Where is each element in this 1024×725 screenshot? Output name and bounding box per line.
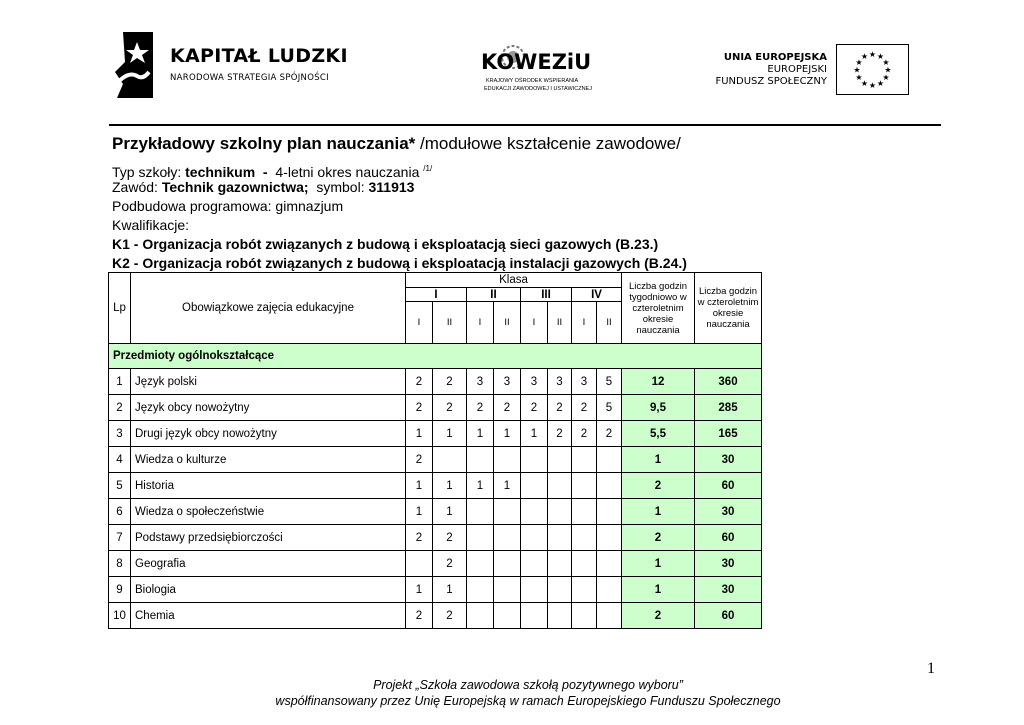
row-semester-hours	[494, 577, 521, 603]
row-lp: 9	[109, 577, 131, 603]
row-semester-hours	[548, 551, 572, 577]
school-type-duration: 4-letni okres nauczania	[275, 164, 424, 180]
header-lp: Lp	[109, 273, 131, 344]
row-semester-hours	[597, 603, 622, 629]
row-semester-hours	[597, 551, 622, 577]
row-semester-hours	[597, 499, 622, 525]
row-semester-hours: 2	[467, 395, 494, 421]
row-semester-hours	[597, 577, 622, 603]
row-lp: 7	[109, 525, 131, 551]
svg-text:★: ★	[860, 52, 869, 61]
ue-label-3: FUNDUSZ SPOŁECZNY	[715, 76, 827, 87]
school-type-label: Typ szkoły:	[112, 164, 186, 180]
header-semester: I	[467, 302, 494, 344]
row-weekly-hours: 9,5	[622, 395, 695, 421]
row-semester-hours: 3	[494, 369, 521, 395]
row-weekly-hours: 1	[622, 577, 695, 603]
kapital-ludzki-logo	[113, 32, 333, 102]
row-total-hours: 30	[695, 577, 762, 603]
row-semester-hours: 2	[433, 551, 467, 577]
row-semester-hours	[467, 577, 494, 603]
row-semester-hours	[572, 577, 597, 603]
row-semester-hours	[572, 603, 597, 629]
table-row	[109, 551, 762, 577]
row-semester-hours: 2	[521, 395, 548, 421]
qualification-k1: K1 - Organizacja robót związanych z budową i eksploatacją sieci gazowych (B.23.)	[112, 236, 659, 252]
page-number: 1	[927, 660, 935, 677]
header-semester: II	[433, 302, 467, 344]
row-semester-hours	[521, 499, 548, 525]
row-semester-hours: 3	[572, 369, 597, 395]
row-semester-hours: 3	[521, 369, 548, 395]
row-semester-hours	[597, 473, 622, 499]
header-weekly-hours: Liczba godzin tygodniowo w czteroletnim okresie nauczania	[622, 273, 695, 344]
row-lp: 1	[109, 369, 131, 395]
podbudowa-line: Podbudowa programowa: gimnazjum	[112, 198, 344, 214]
eu-flag-icon	[836, 44, 909, 95]
header-semester: I	[572, 302, 597, 344]
row-semester-hours	[494, 447, 521, 473]
row-semester-hours	[548, 447, 572, 473]
title-rest: /modułowe kształcenie zawodowe/	[415, 134, 681, 153]
curriculum-table	[108, 272, 762, 629]
row-weekly-hours: 2	[622, 525, 695, 551]
row-semester-hours: 1	[406, 421, 433, 447]
row-semester-hours	[467, 525, 494, 551]
row-lp: 5	[109, 473, 131, 499]
row-subject: Historia	[131, 473, 406, 499]
svg-text:★: ★	[855, 58, 863, 67]
row-total-hours: 165	[695, 421, 762, 447]
header-semester: II	[548, 302, 572, 344]
section-general-subjects: Przedmioty ogólnokształcące	[109, 344, 762, 369]
row-semester-hours: 1	[467, 473, 494, 499]
row-semester-hours: 5	[597, 395, 622, 421]
row-semester-hours	[548, 499, 572, 525]
row-total-hours: 30	[695, 447, 762, 473]
row-semester-hours	[494, 551, 521, 577]
row-semester-hours	[572, 447, 597, 473]
table-body	[109, 369, 762, 629]
svg-text:★: ★	[855, 73, 863, 82]
table-row	[109, 369, 762, 395]
row-semester-hours: 2	[494, 395, 521, 421]
kwalifikacje-label: Kwalifikacje:	[112, 217, 190, 233]
table-row	[109, 577, 762, 603]
row-lp: 6	[109, 499, 131, 525]
row-semester-hours: 1	[433, 473, 467, 499]
title-bold: Przykładowy szkolny plan nauczania*	[112, 134, 416, 153]
row-semester-hours: 2	[572, 395, 597, 421]
svg-text:★: ★	[882, 73, 890, 82]
row-semester-hours	[597, 447, 622, 473]
kapital-ludzki-subtitle: NARODOWA STRATEGIA SPÓJNOŚCI	[170, 73, 329, 83]
row-semester-hours	[521, 447, 548, 473]
row-semester-hours: 1	[494, 473, 521, 499]
row-semester-hours	[572, 525, 597, 551]
row-semester-hours	[572, 499, 597, 525]
svg-text:★: ★	[882, 58, 890, 67]
table-row	[109, 603, 762, 629]
row-semester-hours: 1	[521, 421, 548, 447]
row-semester-hours	[548, 577, 572, 603]
header-rule	[109, 124, 941, 126]
row-semester-hours: 1	[406, 577, 433, 603]
row-total-hours: 60	[695, 473, 762, 499]
row-semester-hours: 2	[406, 447, 433, 473]
row-total-hours: 360	[695, 369, 762, 395]
row-weekly-hours: 2	[622, 473, 695, 499]
row-semester-hours	[467, 603, 494, 629]
row-subject: Geografia	[131, 551, 406, 577]
row-weekly-hours: 5,5	[622, 421, 695, 447]
row-semester-hours	[572, 473, 597, 499]
row-subject: Język polski	[131, 369, 406, 395]
row-semester-hours: 1	[467, 421, 494, 447]
row-weekly-hours: 12	[622, 369, 695, 395]
row-semester-hours	[467, 551, 494, 577]
row-semester-hours	[494, 603, 521, 629]
row-semester-hours	[521, 525, 548, 551]
row-weekly-hours: 1	[622, 447, 695, 473]
row-semester-hours	[467, 447, 494, 473]
header-semester: II	[494, 302, 521, 344]
row-subject: Wiedza o społeczeństwie	[131, 499, 406, 525]
row-semester-hours	[548, 525, 572, 551]
table-row	[109, 421, 762, 447]
row-weekly-hours: 1	[622, 551, 695, 577]
footnote-ref: /1/	[423, 164, 433, 173]
row-semester-hours: 2	[548, 395, 572, 421]
row-semester-hours: 2	[406, 525, 433, 551]
header-class-3: III	[521, 288, 572, 302]
row-semester-hours: 2	[406, 369, 433, 395]
document-title	[112, 134, 681, 154]
ue-label-1: UNIA EUROPEJSKA	[723, 52, 827, 63]
row-subject: Drugi język obcy nowożytny	[131, 421, 406, 447]
svg-text:★: ★	[860, 79, 869, 88]
kowezu-subtitle-2: EDUKACJI ZAWODOWEJ I USTAWICZNEJ	[484, 86, 592, 92]
header-semester: II	[597, 302, 622, 344]
header-semester: I	[521, 302, 548, 344]
row-semester-hours	[521, 603, 548, 629]
row-semester-hours: 1	[406, 473, 433, 499]
table-row	[109, 499, 762, 525]
row-subject: Wiedza o kulturze	[131, 447, 406, 473]
row-semester-hours	[521, 577, 548, 603]
row-weekly-hours: 2	[622, 603, 695, 629]
row-semester-hours: 2	[433, 395, 467, 421]
row-semester-hours: 1	[433, 577, 467, 603]
table-row	[109, 473, 762, 499]
row-semester-hours: 2	[548, 421, 572, 447]
row-semester-hours: 3	[467, 369, 494, 395]
header-total-hours: Liczba godzin w czteroletnim okresie nauczania	[695, 273, 762, 344]
school-type-value: technikum	[185, 164, 256, 180]
row-subject: Chemia	[131, 603, 406, 629]
row-semester-hours: 2	[406, 603, 433, 629]
svg-text:★: ★	[876, 52, 885, 61]
row-semester-hours	[494, 525, 521, 551]
header-klasa: Klasa	[406, 273, 622, 288]
row-semester-hours	[572, 551, 597, 577]
row-total-hours: 60	[695, 525, 762, 551]
kapital-ludzki-title: KAPITAŁ LUDZKI	[170, 45, 348, 67]
svg-text:★: ★	[884, 65, 892, 75]
row-subject: Biologia	[131, 577, 406, 603]
header-subject: Obowiązkowe zajęcia edukacyjne	[131, 273, 406, 344]
profession-line	[112, 179, 414, 196]
header-semester: I	[406, 302, 433, 344]
school-type-sep: -	[255, 164, 276, 180]
symbol-value: 311913	[368, 179, 415, 195]
footer-project-line: Projekt „Szkoła zawodowa szkołą pozytywnego wyboru”	[373, 678, 683, 692]
row-semester-hours	[521, 473, 548, 499]
row-semester-hours	[433, 447, 467, 473]
kowezu-subtitle-1: KRAJOWY OŚRODEK WSPIERANIA	[486, 78, 579, 84]
row-semester-hours	[467, 499, 494, 525]
profession-label: Zawód:	[112, 179, 162, 195]
row-semester-hours: 2	[433, 603, 467, 629]
row-total-hours: 60	[695, 603, 762, 629]
row-total-hours: 30	[695, 499, 762, 525]
header-class-4: IV	[572, 288, 622, 302]
row-total-hours: 30	[695, 551, 762, 577]
row-semester-hours: 1	[406, 499, 433, 525]
row-semester-hours	[548, 473, 572, 499]
row-semester-hours: 2	[433, 369, 467, 395]
kowezu-name: KOWEZiU	[481, 50, 592, 74]
footer-funding-line: współfinansowany przez Unię Europejską w ramach Europejskiego Funduszu Społecznego	[275, 694, 781, 708]
row-semester-hours	[548, 603, 572, 629]
row-semester-hours: 1	[494, 421, 521, 447]
svg-text:★: ★	[853, 65, 861, 75]
table-row	[109, 447, 762, 473]
header-class-2: II	[467, 288, 521, 302]
row-lp: 10	[109, 603, 131, 629]
svg-text:★: ★	[876, 79, 885, 88]
row-semester-hours	[597, 525, 622, 551]
row-semester-hours: 2	[406, 395, 433, 421]
row-subject: Język obcy nowożytny	[131, 395, 406, 421]
table-row	[109, 525, 762, 551]
row-semester-hours: 2	[597, 421, 622, 447]
row-semester-hours: 5	[597, 369, 622, 395]
row-lp: 8	[109, 551, 131, 577]
row-semester-hours: 2	[433, 525, 467, 551]
ue-label-2: EUROPEJSKI	[767, 64, 827, 75]
svg-text:★: ★	[868, 81, 877, 90]
row-semester-hours: 2	[572, 421, 597, 447]
row-semester-hours	[521, 551, 548, 577]
row-semester-hours	[406, 551, 433, 577]
row-total-hours: 285	[695, 395, 762, 421]
header-class-1: I	[406, 288, 467, 302]
row-semester-hours: 3	[548, 369, 572, 395]
profession-value: Technik gazownictwa;	[161, 179, 309, 195]
school-type-line	[112, 160, 432, 181]
symbol-label: symbol:	[308, 179, 369, 195]
row-lp: 2	[109, 395, 131, 421]
row-lp: 4	[109, 447, 131, 473]
row-semester-hours: 1	[433, 421, 467, 447]
row-semester-hours	[494, 499, 521, 525]
row-subject: Podstawy przedsiębiorczości	[131, 525, 406, 551]
row-lp: 3	[109, 421, 131, 447]
svg-text:★: ★	[868, 50, 877, 59]
row-weekly-hours: 1	[622, 499, 695, 525]
table-row	[109, 395, 762, 421]
row-semester-hours: 1	[433, 499, 467, 525]
qualification-k2: K2 - Organizacja robót związanych z budową i eksploatacją instalacji gazowych (B.24.)	[112, 255, 687, 271]
